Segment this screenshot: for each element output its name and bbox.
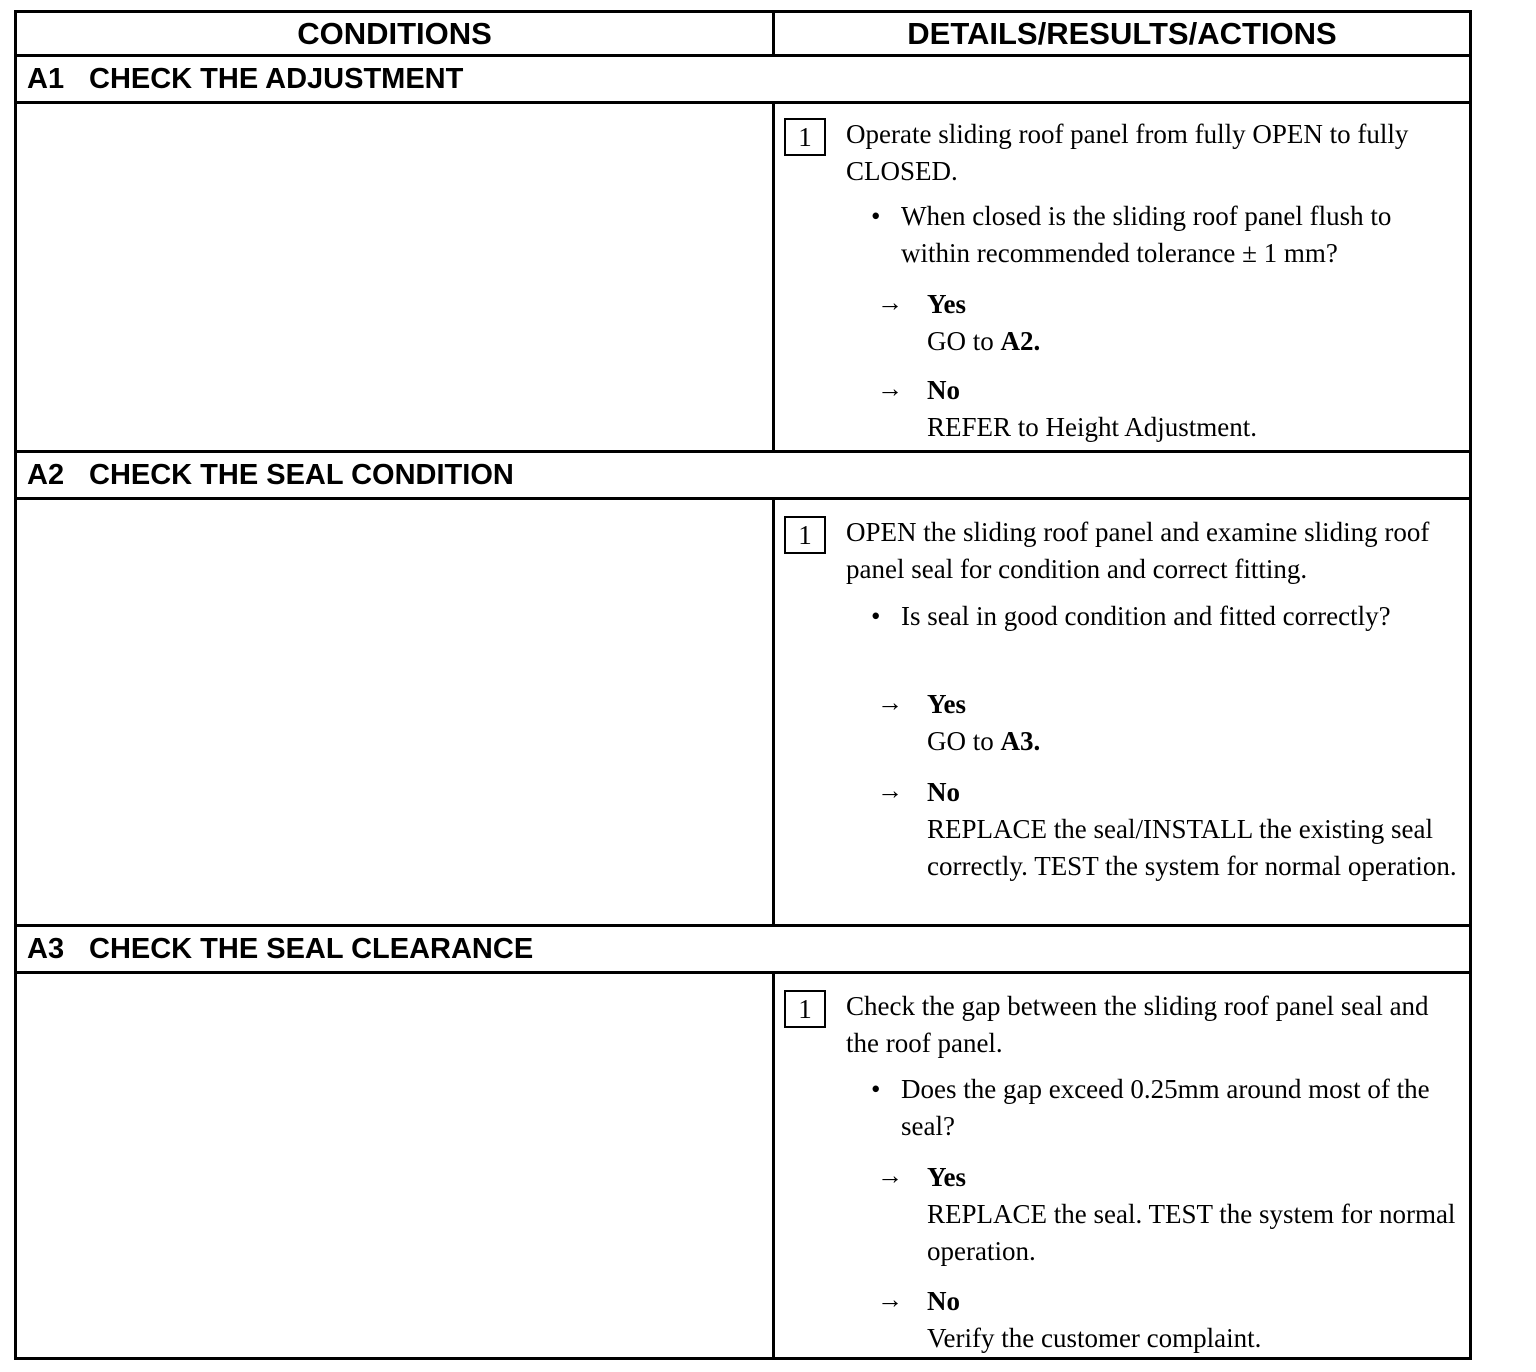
step-number-box: 1 [784, 990, 826, 1028]
yes-label: Yes [927, 289, 966, 319]
arrow-right-icon: → [877, 776, 903, 805]
diagnostic-table [14, 10, 1472, 1360]
question-text: Does the gap exceed 0.25mm around most of the seal? [901, 1074, 1430, 1141]
section-title-text: CHECK THE SEAL CONDITION [89, 459, 514, 491]
section-title-text: CHECK THE ADJUSTMENT [89, 63, 464, 95]
no-result [877, 774, 1467, 885]
question-item [871, 198, 1461, 272]
step-text: Check the gap between the sliding roof panel seal and the roof panel. [846, 991, 1429, 1058]
yes-result [877, 1159, 1467, 1270]
section-code: A2 [27, 459, 65, 491]
section-code: A1 [27, 63, 65, 95]
yes-label: Yes [927, 689, 966, 719]
section-body-a2 [17, 500, 1469, 927]
no-action: REPLACE the seal/INSTALL the existing seal correctly. TEST the system for normal operation. [927, 814, 1457, 881]
column-divider [772, 104, 775, 450]
step-number-box: 1 [784, 516, 826, 554]
yes-action-text: GO to [927, 326, 1001, 356]
no-result [877, 1283, 1467, 1357]
section-title-text: CHECK THE SEAL CLEARANCE [89, 933, 534, 965]
bullet-icon: • [871, 601, 881, 631]
step-text: OPEN the sliding roof panel and examine sliding roof panel seal for condition and correct fitting. [846, 517, 1430, 584]
arrow-right-icon: → [877, 288, 903, 317]
question-item [871, 1071, 1461, 1145]
yes-action [927, 323, 1467, 360]
yes-result [877, 286, 1467, 360]
arrow-right-icon: → [877, 1161, 903, 1190]
arrow-right-icon: → [877, 1285, 903, 1314]
section-body-a3 [17, 974, 1469, 1357]
bullet-icon: • [871, 1074, 881, 1104]
arrow-right-icon: → [877, 688, 903, 717]
yes-label: Yes [927, 1162, 966, 1192]
arrow-right-icon: → [877, 374, 903, 403]
question-item [871, 598, 1461, 635]
question-text: Is seal in good condition and fitted correctly? [901, 601, 1391, 631]
yes-action-ref: A2. [1000, 326, 1041, 356]
column-divider [772, 974, 775, 1357]
step-text: Operate sliding roof panel from fully OPEN to fully CLOSED. [846, 119, 1409, 186]
yes-action-ref: A3. [1000, 726, 1041, 756]
yes-action-text: GO to [927, 726, 1001, 756]
column-divider [772, 500, 775, 924]
question-text: When closed is the sliding roof panel flush to within recommended tolerance ± 1 mm? [901, 201, 1392, 268]
no-action: Verify the customer complaint. [927, 1323, 1262, 1353]
conditions-header: CONDITIONS [297, 16, 492, 51]
section-title-a3 [17, 927, 1469, 974]
section-code: A3 [27, 933, 65, 965]
yes-action [927, 723, 1467, 760]
step-number-box: 1 [784, 118, 826, 156]
section-body-a1 [17, 104, 1469, 453]
yes-result [877, 686, 1467, 760]
no-label: No [927, 375, 960, 405]
section-title-a2 [17, 453, 1469, 500]
no-label: No [927, 1286, 960, 1316]
section-title-a1 [17, 57, 1469, 104]
table-header [17, 13, 1469, 57]
no-label: No [927, 777, 960, 807]
no-action: REFER to Height Adjustment. [927, 412, 1258, 442]
details-header: DETAILS/RESULTS/ACTIONS [907, 16, 1337, 51]
yes-action: REPLACE the seal. TEST the system for normal operation. [927, 1199, 1456, 1266]
no-result [877, 372, 1467, 446]
bullet-icon: • [871, 201, 881, 231]
